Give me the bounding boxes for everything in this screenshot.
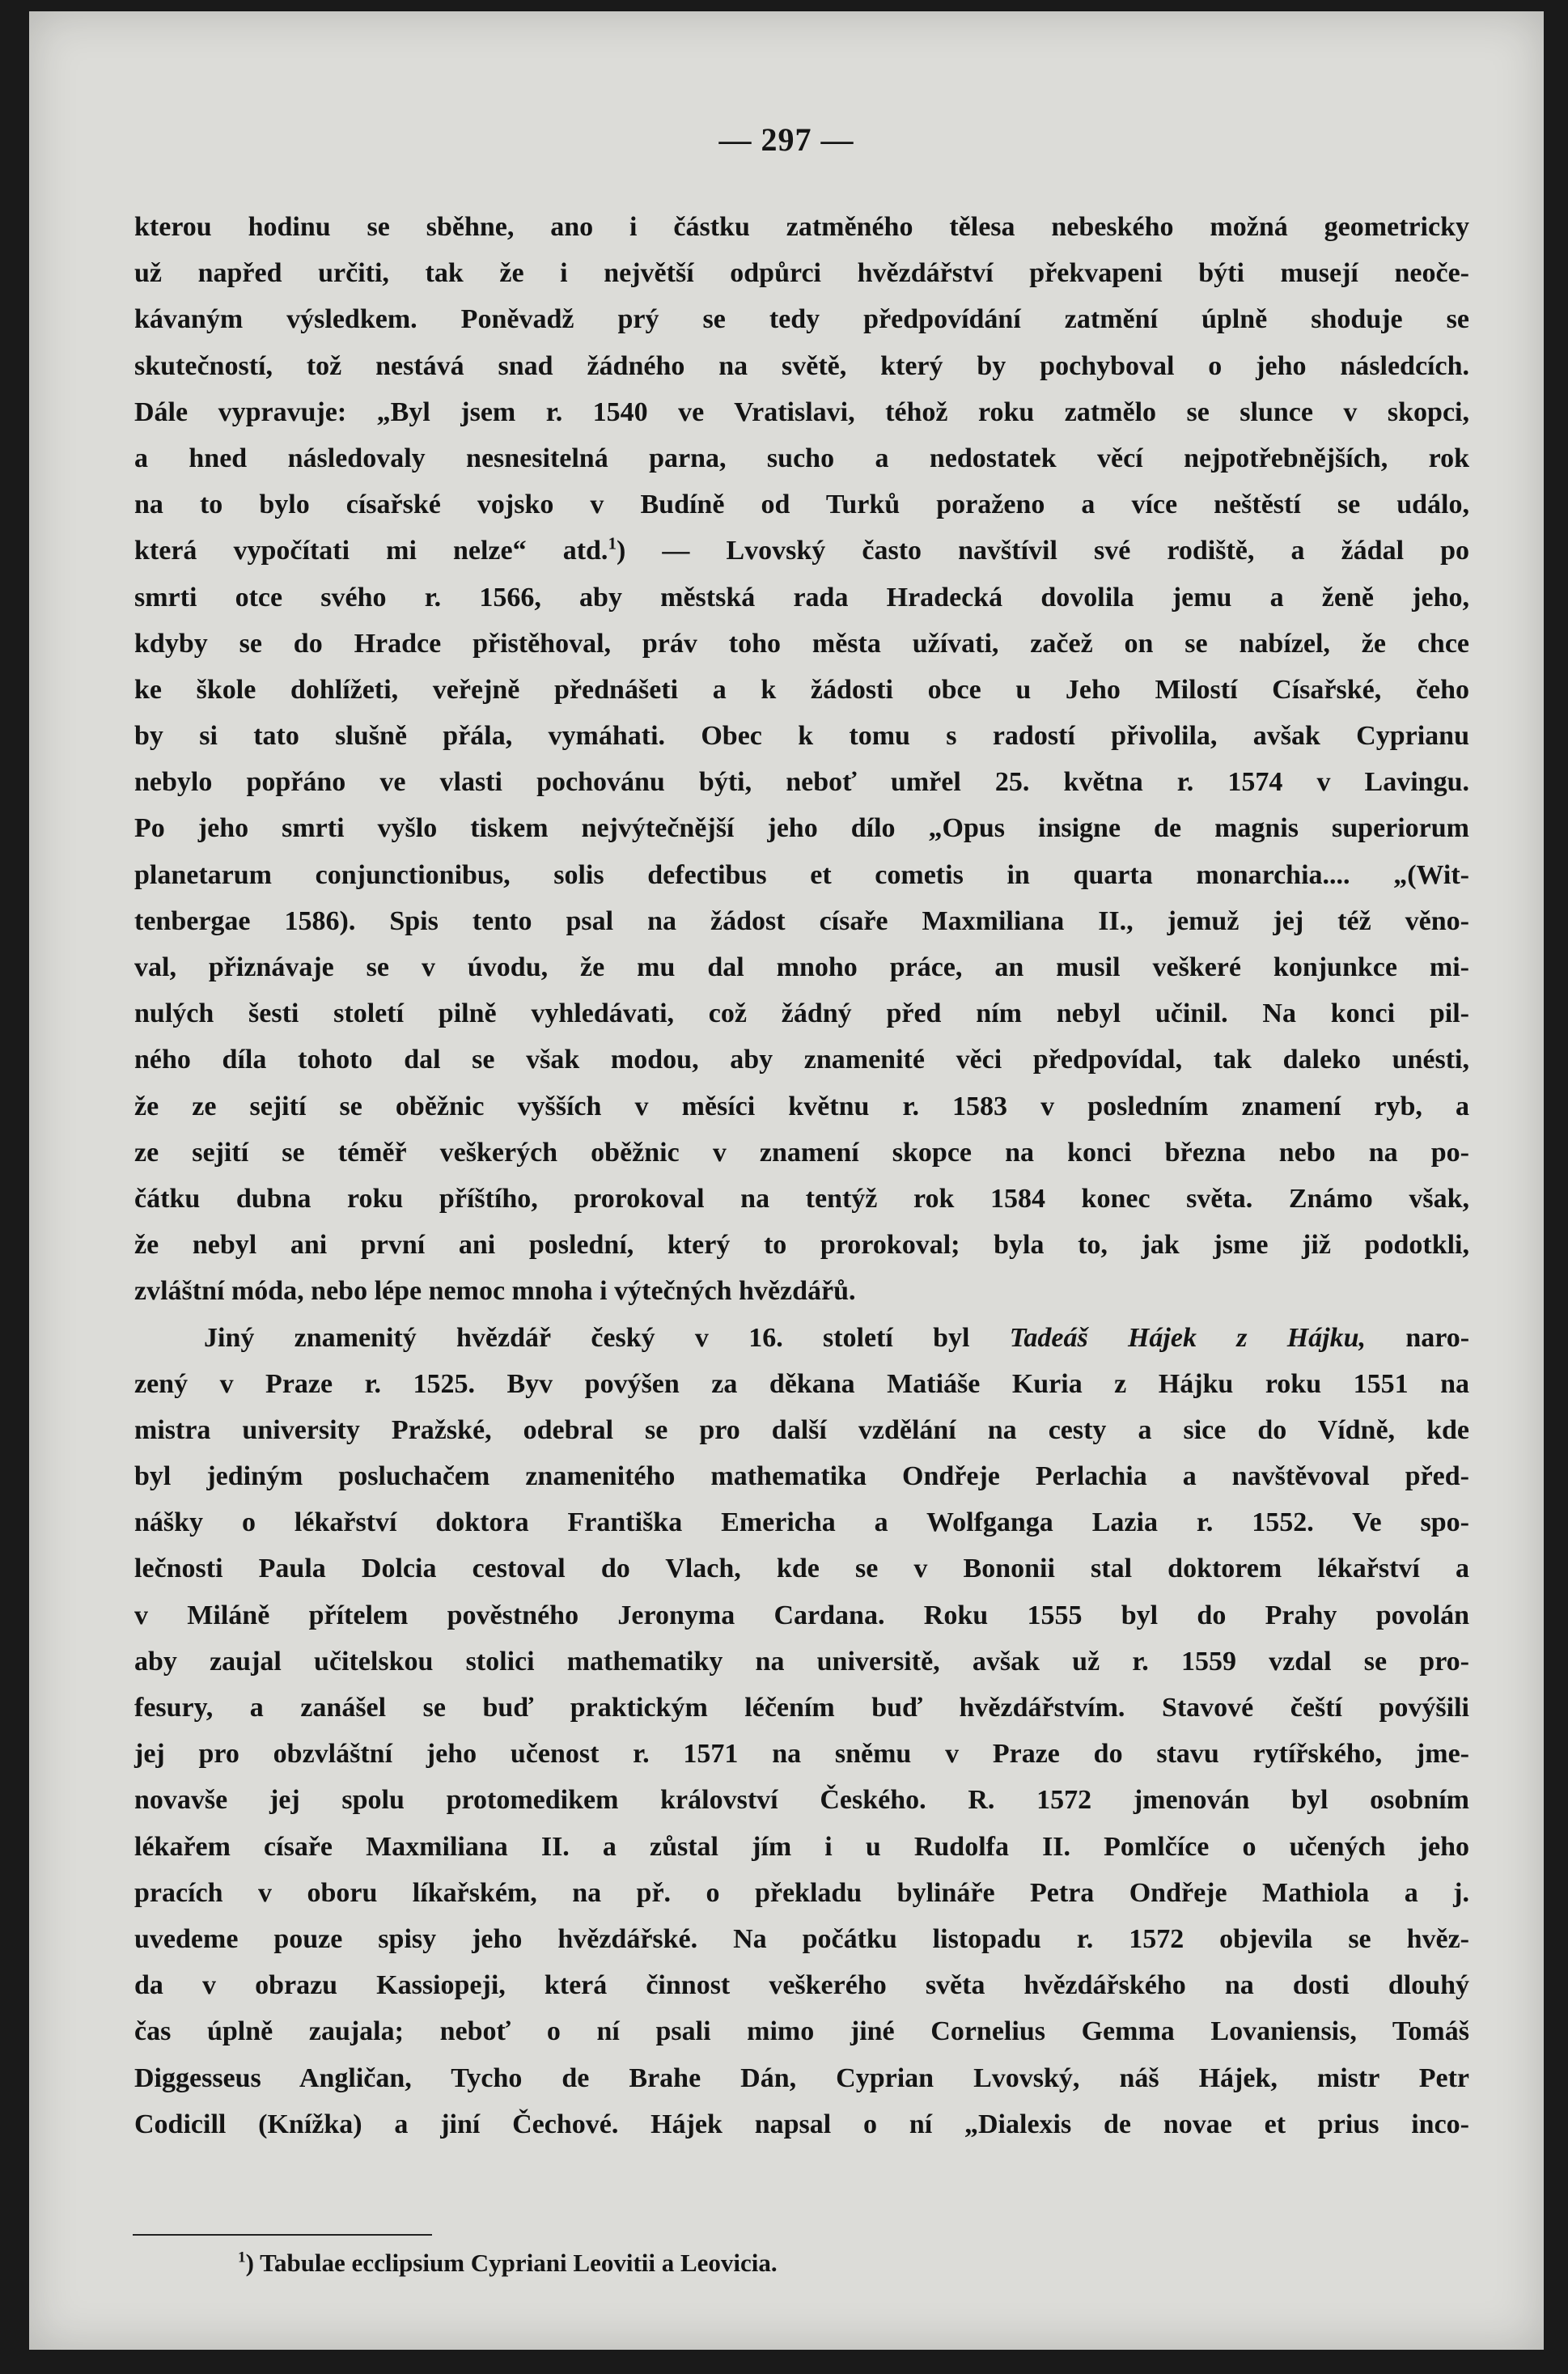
person-name: Tadeáš Hájek z Hájku,	[1009, 1322, 1367, 1353]
footnote	[238, 2249, 778, 2278]
text-line: nulých šesti století pilně vyhledávati, což žádný před ním nebyl učinil. Na konci pil-	[134, 998, 1469, 1029]
text-segment: Jiný znamenitý hvězdář český v 16. století byl	[204, 1322, 970, 1353]
footnote-reference: 1	[608, 533, 617, 553]
footnote-marker: 1	[238, 2249, 246, 2266]
text-line: byl jediným posluchačem znamenitého mathematika Ondřeje Perlachia a navštěvoval před-	[134, 1461, 1469, 1492]
text-line: nášky o lékařství doktora Františka Emericha a Wolfganga Lazia r. 1552. Ve spo-	[134, 1507, 1469, 1538]
footnote-text: ) Tabulae ecclipsium Cypriani Leovitii a Leovicia.	[245, 2249, 778, 2277]
text-line: ného díla tohoto dal se však modou, aby znamenité věci předpovídal, tak daleko unésti,	[134, 1045, 1469, 1075]
text-line: val, přiznávaje se v úvodu, že mu dal mnoho práce, an musil veškeré konjunkce mi-	[134, 952, 1469, 982]
text-line: tenbergae 1586). Spis tento psal na žádost císaře Maxmiliana II., jemuž jej též věno-	[134, 905, 1469, 936]
paren-glyph: )	[616, 536, 626, 566]
text-line: zený v Praze r. 1525. Byv povýšen za děkana Matiáše Kuria z Hájku roku 1551 na	[134, 1368, 1469, 1399]
text-line: lečnosti Paula Dolcia cestoval do Vlach, kde se v Bononii stal doktorem lékařství a	[134, 1554, 1469, 1584]
text-line: Dále vypravuje: „Byl jsem r. 1540 ve Vratislavi, téhož roku zatmělo se slunce v skopci,	[134, 396, 1469, 427]
text-line-with-footnote	[134, 528, 1469, 574]
scanned-page	[29, 11, 1544, 2350]
text-segment: která vypočítati mi nelze“ atd.	[134, 536, 608, 566]
text-line: nebylo popřáno ve vlasti pochovánu býti, neboť umřel 25. května r. 1574 v Lavingu.	[134, 767, 1469, 798]
text-line: na to bylo císařské vojsko v Budíně od Turků poraženo a více neštěstí se událo,	[134, 490, 1469, 520]
text-line: uvedeme pouze spisy jeho hvězdářské. Na počátku listopadu r. 1572 objevila se hvěz-	[134, 1923, 1469, 1954]
text-line: novavše jej spolu protomedikem království Českého. R. 1572 jmenován byl osobním	[134, 1785, 1469, 1816]
text-line: kávaným výsledkem. Poněvadž prý se tedy předpovídání zatmění úplně shoduje se	[134, 304, 1469, 335]
text-line: jej pro obzvláštní jeho učenost r. 1571 na sněmu v Praze do stavu rytířského, jme-	[134, 1739, 1469, 1770]
text-line: zvláštní móda, nebo lépe nemoc mnoha i výtečných hvězdářů.	[134, 1276, 856, 1307]
text-line: skutečností, tož nestává snad žádného na světě, který by pochyboval o jeho následcích.	[134, 350, 1469, 381]
text-line: smrti otce svého r. 1566, aby městská rada Hradecká dovolila jemu a ženě jeho,	[134, 582, 1469, 613]
footnote-divider	[133, 2234, 432, 2236]
text-line: ze sejití se téměř veškerých oběžnic v znamení skopce na konci března nebo na po-	[134, 1137, 1469, 1168]
text-line: Diggesseus Angličan, Tycho de Brahe Dán, Cyprian Lvovský, náš Hájek, mistr Petr	[134, 2062, 1469, 2093]
body-text	[134, 204, 1469, 2147]
text-line: pracích v oboru líkařském, na př. o překladu bylináře Petra Ondřeje Mathiola a j.	[134, 1877, 1469, 1908]
text-line: kterou hodinu se sběhne, ano i částku zatměného tělesa nebeského možná geometricky	[134, 212, 1469, 242]
text-line: fesury, a zanášel se buď praktickým léčením buď hvězdářstvím. Stavové čeští povýšili	[134, 1693, 1469, 1723]
text-line: lékařem císaře Maxmiliana II. a zůstal jím i u Rudolfa II. Pomlčíce o učených jeho	[134, 1831, 1469, 1862]
text-line: aby zaujal učitelskou stolici mathematiky na universitě, avšak už r. 1559 vzdal se pro-	[134, 1646, 1469, 1677]
text-line: Po jeho smrti vyšlo tiskem nejvýtečnější jeho dílo „Opus insigne de magnis superiorum	[134, 813, 1469, 844]
text-line: čátku dubna roku příštího, prorokoval na tentýž rok 1584 konec světa. Známo však,	[134, 1183, 1469, 1214]
text-line: kdyby se do Hradce přistěhoval, práv toho města užívati, začež on se nabízel, že chce	[134, 628, 1469, 659]
text-line: planetarum conjunctionibus, solis defectibus et cometis in quarta monarchia.... „(Wit-	[134, 859, 1469, 890]
text-line: by si tato slušně přála, vymáhati. Obec k tomu s radostí přivolila, avšak Cyprianu	[134, 721, 1469, 752]
page-number: — 297 —	[718, 121, 854, 158]
text-line: že ze sejití se oběžnic vyšších v měsíci květnu r. 1583 v posledním znamení ryb, a	[134, 1091, 1469, 1121]
text-line: čas úplně zaujala; neboť o ní psali mimo jiné Cornelius Gemma Lovaniensis, Tomáš	[134, 2016, 1469, 2047]
text-segment: naro-	[1405, 1322, 1470, 1353]
paragraph-first-line	[134, 1315, 1469, 1361]
text-line: v Miláně přítelem pověstného Jeronyma Cardana. Roku 1555 byl do Prahy povolán	[134, 1600, 1469, 1630]
text-line: už napřed určiti, tak že i největší odpůrci hvězdářství překvapeni býti musejí neoče-	[134, 258, 1469, 289]
text-line: da v obrazu Kassiopeji, která činnost veškerého světa hvězdářského na dosti dlouhý	[134, 1970, 1469, 2001]
text-segment: — Lvovský často navštívil své rodiště, a žádal po	[662, 536, 1470, 566]
text-line: ke škole dohlížeti, veřejně přednášeti a k žádosti obce u Jeho Milostí Císařské, čeho	[134, 674, 1469, 705]
text-line: a hned následovaly nesnesitelná parna, sucho a nedostatek věcí nejpotřebnějších, rok	[134, 443, 1469, 473]
text-line: mistra university Pražské, odebral se pro další vzdělání na cesty a sice do Vídně, kde	[134, 1414, 1469, 1445]
text-line: že nebyl ani první ani poslední, který to prorokoval; byla to, jak jsme již podotkli,	[134, 1230, 1469, 1261]
text-line: Codicill (Knížka) a jiní Čechové. Hájek napsal o ní „Dialexis de novae et prius inco-	[134, 2109, 1469, 2139]
